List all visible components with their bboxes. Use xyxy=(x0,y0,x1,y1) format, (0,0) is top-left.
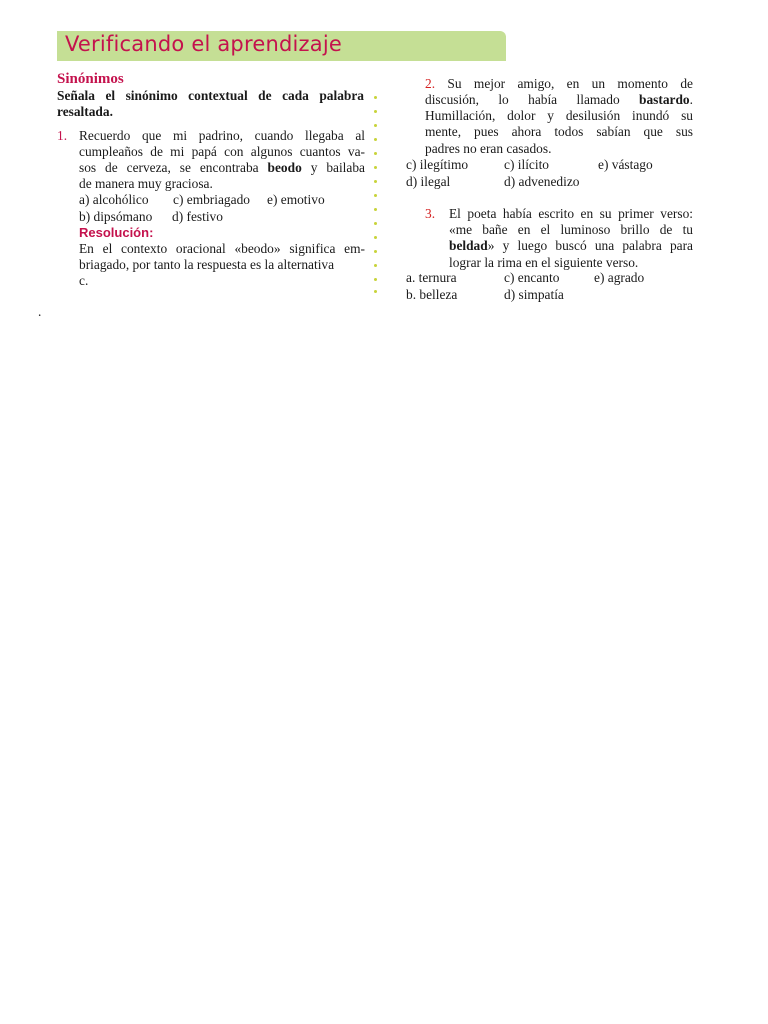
option[interactable]: d) simpatía xyxy=(504,287,564,302)
column-divider xyxy=(374,96,378,296)
section-title: Sinónimos xyxy=(57,71,124,87)
option[interactable]: c) ilícito xyxy=(504,157,549,172)
stray-dot: . xyxy=(38,304,42,319)
option[interactable]: d) ilegal xyxy=(406,174,451,189)
instruction: Señala el sinónimo contextual de cada palabra resaltada. xyxy=(57,88,364,119)
question-text-line: de manera muy graciosa. xyxy=(79,176,213,191)
header-banner xyxy=(57,31,506,61)
resolution-text: briagado, por tanto la respuesta es la alternativa xyxy=(79,257,335,272)
option[interactable]: b) dipsómano xyxy=(79,209,153,224)
question-text-line: beldad» y luego buscó una palabra para xyxy=(449,238,693,253)
question-text-line: discusión, lo había llamado bastardo. xyxy=(425,92,693,107)
question-text-line: 2. Su mejor amigo, en un momento de xyxy=(425,76,693,91)
keyword: beldad xyxy=(449,238,488,253)
option[interactable]: e) agrado xyxy=(594,270,645,285)
option[interactable]: a) alcohólico xyxy=(79,192,149,207)
question-text-line: Humillación, dolor y desilusión inundó su xyxy=(425,108,693,123)
question-text-line: padres no eran casados. xyxy=(425,141,552,156)
option[interactable]: c) encanto xyxy=(504,270,560,285)
option[interactable]: c) embriagado xyxy=(173,192,250,207)
option[interactable]: e) emotivo xyxy=(267,192,325,207)
option[interactable]: d) festivo xyxy=(172,209,223,224)
option[interactable]: a. ternura xyxy=(406,270,457,285)
question-text-line: sos de cerveza, se encontraba beodo y bailaba xyxy=(79,160,365,175)
keyword: bastardo xyxy=(639,92,690,107)
option[interactable]: e) vástago xyxy=(598,157,653,172)
option[interactable]: c) ilegítimo xyxy=(406,157,469,172)
question-text-line: Recuerdo que mi padrino, cuando llegaba al xyxy=(79,128,365,143)
question-number: 3. xyxy=(425,206,436,221)
question-number: 2. xyxy=(425,76,436,91)
resolution-label: Resolución: xyxy=(79,225,154,240)
question-text-line: mente, pues ahora todos sabían que sus xyxy=(425,124,693,139)
question-text-line: lograr la rima en el siguiente verso. xyxy=(449,255,639,270)
question-text-line: «me bañe en el luminoso brillo de tu xyxy=(449,222,693,237)
option[interactable]: b. belleza xyxy=(406,287,458,302)
question-number: 1. xyxy=(57,128,68,143)
question-text-line: cumpleaños de mi papá con algunos cuantos va- xyxy=(79,144,365,159)
page-title: Verificando el aprendizaje xyxy=(65,32,342,56)
resolution-text: En el contexto oracional «beodo» significa em- xyxy=(79,241,365,256)
question-text-line: El poeta había escrito en su primer verso: xyxy=(449,206,693,221)
keyword: beodo xyxy=(267,160,302,175)
option[interactable]: d) advenedizo xyxy=(504,174,580,189)
resolution-text: c. xyxy=(79,273,89,288)
